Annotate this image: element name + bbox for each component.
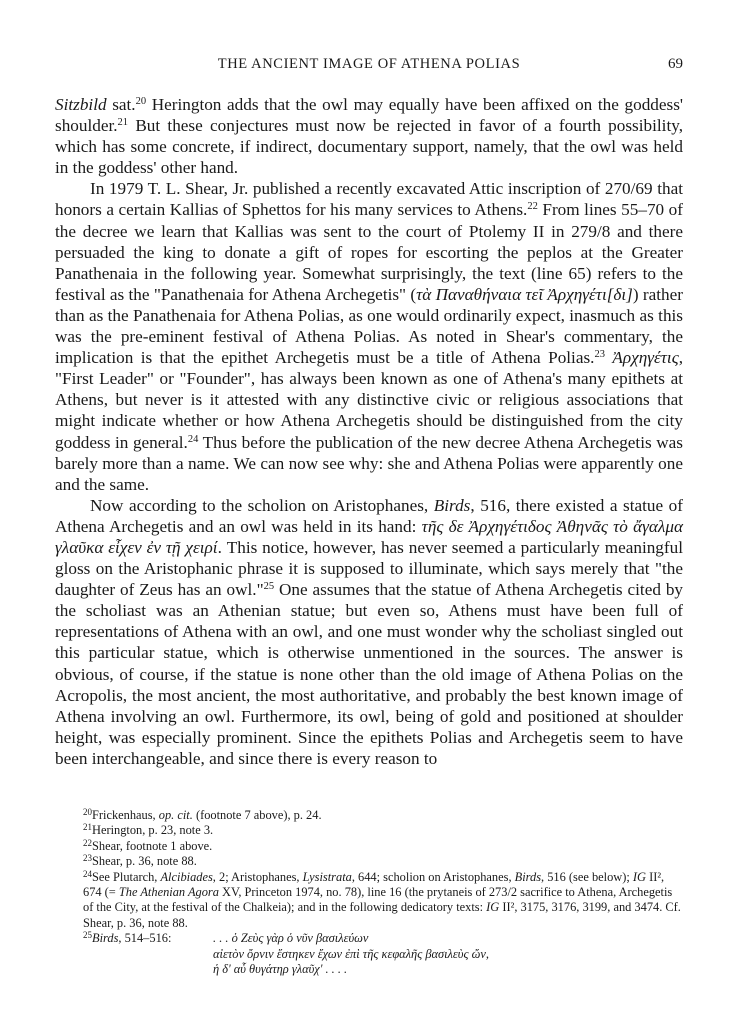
footnote-21: $^{21}$Herington, p. 23, note 3. [83, 822, 214, 838]
footnote-ref-20: 20 [135, 96, 147, 107]
footnotes [55, 808, 683, 977]
footnote-ref-25: 25 [263, 581, 275, 593]
footnote-ref-23: 23 [594, 349, 605, 361]
term-sitzbild: Sitzbild [55, 95, 107, 114]
page-header [55, 56, 683, 78]
footnote-22: $^{22}$Shear, footnote 1 above. [83, 837, 213, 853]
body-text [55, 94, 683, 769]
paragraph-2: In 1979 T. L. Shear, Jr. published a recently excavated Attic inscription of 270/69 that honors a certain Kallias of Sphettos for his many services to Athens.$^{22}$ From lines 55–70 of the decree we learn that Kallias was sent to the court of Ptolemy II in 279/8 and there persuaded the king to donate a gift of ropes for escorting the peplos at the Greater Panathenaia in the following year. Somewhat surprisingly, the text (line 65) refers to the festival as the "Panathenaia for Athena Archegetis" (τὰ Παναθήναια τεῖ Ἀρχηγέτι[δι]) rather than as the Panathenaia for Athena Polias, as one would ordinarily expect, inasmuch as this was the pre-eminent festival of Athena Polias. As noted in Shear's commentary, the implication is that the epithet Archegetis must be a title of Athena Polias.$^{23}$ Ἀρχηγέτις, "First Leader" or "Founder", has always been known as one of Athena's many epithets at Athens, but never is it attested with any distinctive civic or religious associations that might indicate whether or how Athena Archegetis should be distinguished from the city goddess in general.$^{24}$ Thus before the publication of the new decree Athena Archegetis was barely more than a name. We can now see why: she and Athena Polias were apparently one and the same. [55, 179, 683, 494]
greek-scholion-quote: τῆς δε Ἀρχηγέτιδος Ἀθηνᾶς τὸ ἄγαλμα γλαῦκα εἶχεν ἐν τῇ χειρί [55, 516, 683, 557]
footnote-20: $^{20}$Frickenhaus, op. cit. (footnote 7 above), p. 24. [83, 807, 322, 822]
footnote-ref-24: 24 [187, 433, 199, 445]
footnote-25-greek-quote: . . . ὁ Ζεὺς γὰρ ὁ νῦν βασιλεύων αἰετὸν ὄρνιν ἕστηκεν ἔχων ἐπὶ τῆς κεφαλῆς βασιλεὺς ὤν, ἡ δ' αὖ θυγάτηρ γλαῦχ' . . . . [213, 931, 489, 977]
paragraph-3: Now according to the scholion on Aristophanes, Birds, 516, there existed a statue of Athena Archegetis and an owl was held in its hand: τῆς δε Ἀρχηγέτιδος Ἀθηνᾶς τὸ ἄγαλμα γλαῦκα εἶχεν ἐν τῇ χειρί. This notice, however, has never seemed a particularly meaningful gloss on the Aristophanic phrase it is supposed to illuminate, which says merely that "the daughter of Zeus has an owl."$^{25}$ One assumes that the statue of Athena Archegetis cited by the scholiast was an Athenian statue; but even so, Athens must have been full of representations of Athena with an owl, and one must wonder why the scholiast singled out this particular statue, which is otherwise unmentioned in the sources. The answer is obvious, of course, if the statue is none other than the old image of Athena Polias on the Acropolis, the most ancient, the most authoritative, and probably the best known image of Athena involving an owl. Furthermore, its owl, being of gold and positioned at shoulder height, was especially prominent. Since the epithets Polias and Archegetis seem to have been interchangeable, and since there is every reason to [55, 495, 684, 768]
footnote-23: $^{23}$Shear, p. 36, note 88. [83, 853, 197, 869]
page-number: 69 [668, 56, 683, 72]
running-title: THE ANCIENT IMAGE OF ATHENA POLIAS [217, 56, 521, 72]
footnote-ref-21: 21 [117, 117, 129, 129]
paragraph-1: Sitzbild sat.$^{20}$ Herington adds that the owl may equally have been affixed on the goddess' shoulder.$^{21}$ But these conjectures must now be rejected in favor of a fourth possibility, which has some concrete, if indirect, documentary support, namely, that the owl was held in the goddess' other hand. [55, 95, 683, 178]
greek-archegetis: Ἀρχηγέτις [604, 348, 679, 368]
footnote-24: $^{24}$See Plutarch, Alcibiades, 2; Aristophanes, Lysistrata, 644; scholion on Aristophanes, Birds, 516 (see below); IG II², 674 (= The Athenian Agora XV, Princeton 1974, no. 78), line 16 (the prytaneis of 273/2 sacrifice to Athena, Archegetis of the City, at the festival of the Chalkeia); and in the following dedicatory texts: IG II², 3175, 3176, 3199, and 3474. Cf. Shear, p. 36, note 88. [83, 868, 681, 930]
greek-quote-panathenaia: τὰ Παναθήναια τεῖ Ἀρχηγέτι[δι] [416, 284, 633, 304]
footnote-ref-22: 22 [527, 201, 538, 213]
title-birds: Birds [433, 495, 471, 515]
footnote-25: $^{25}$Birds, 514–516: . . . ὁ Ζεὺς γὰρ ὁ νῦν βασιλεύων αἰετὸν ὄρνιν ἕστηκεν ἔχων ἐπὶ τῆς κεφαλῆς βασιλεὺς ὤν, ἡ δ' αὖ θυγάτηρ γλαῦχ' . . . . [83, 930, 489, 977]
